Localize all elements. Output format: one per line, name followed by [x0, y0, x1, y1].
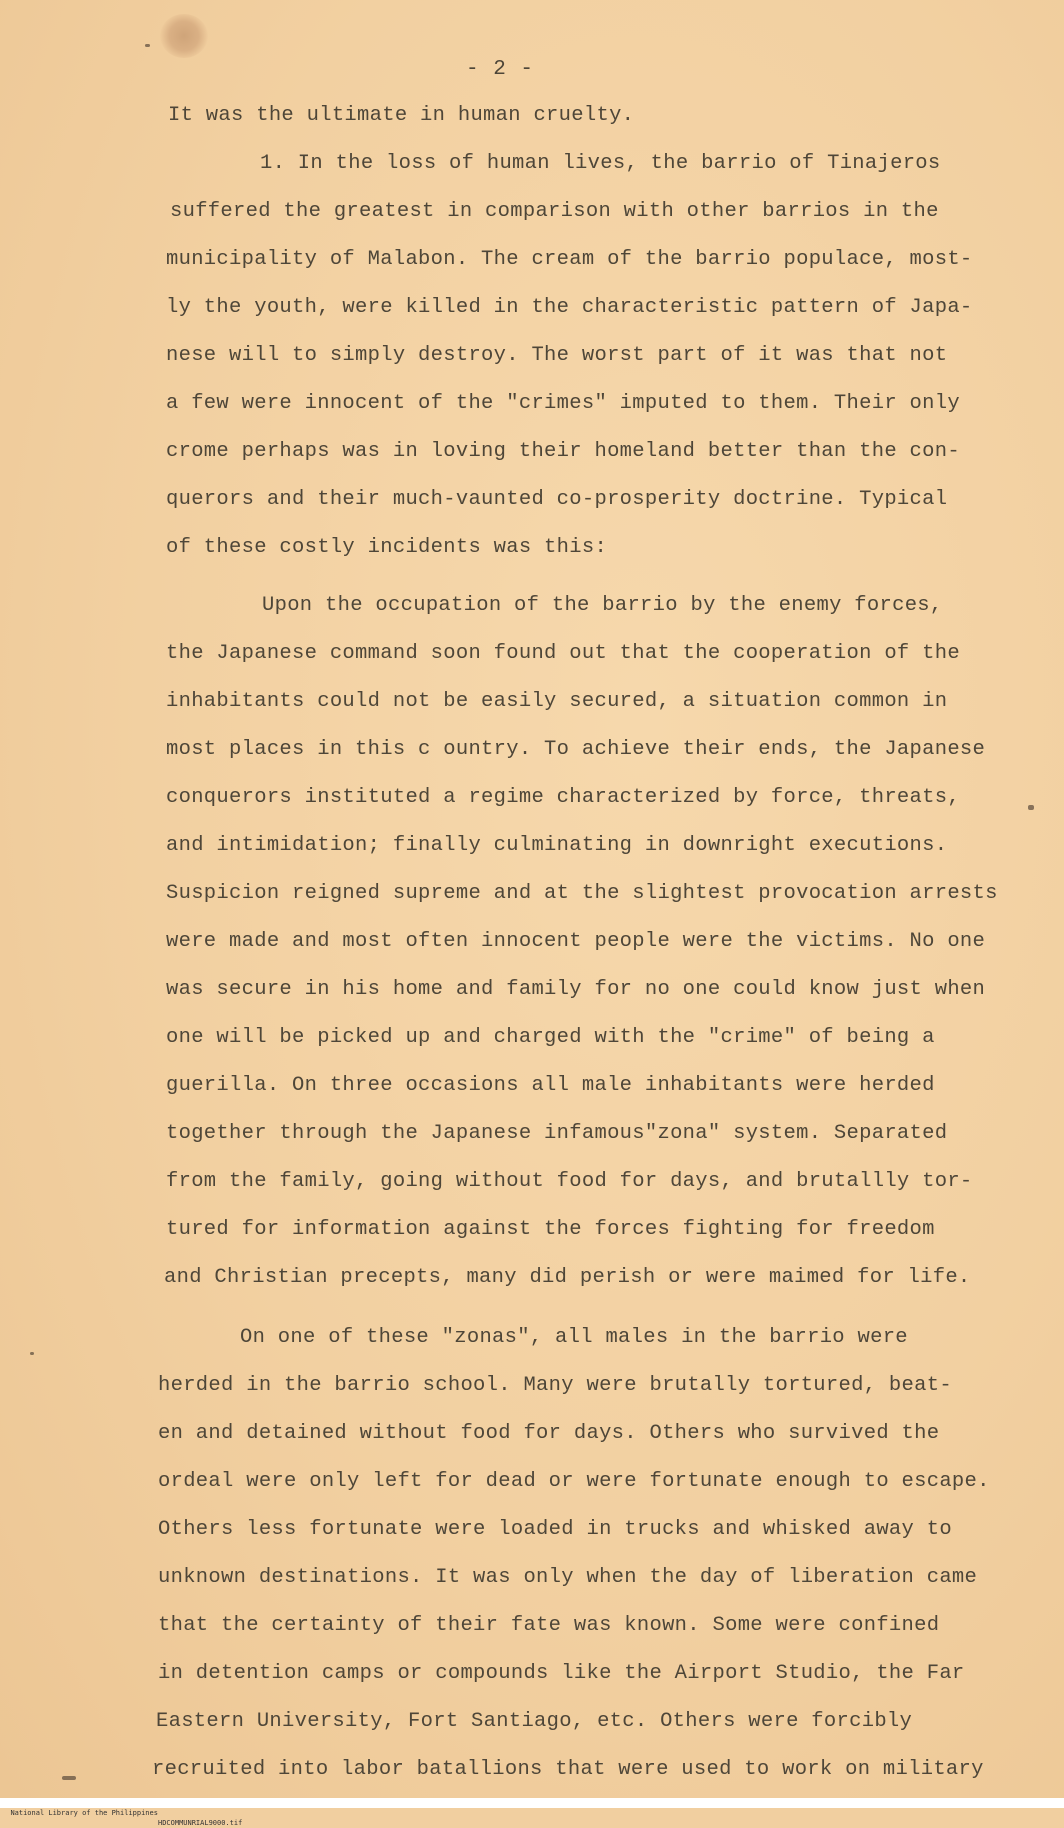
text-line: conquerors instituted a regime characterized by force, threats, [166, 786, 960, 809]
text-line: suffered the greatest in comparison with other barrios in the [170, 200, 939, 223]
text-line: together through the Japanese infamous"zona" system. Separated [166, 1122, 948, 1145]
text-line: nese will to simply destroy. The worst part of it was that not [166, 344, 948, 367]
stain-mark [160, 14, 208, 58]
scan-footer [0, 1798, 1064, 1827]
text-line: tured for information against the forces fighting for freedom [166, 1218, 935, 1241]
text-line: and Christian precepts, many did perish or were maimed for life. [164, 1266, 971, 1289]
text-line: a few were innocent of the "crimes" imputed to them. Their only [166, 392, 960, 415]
text-line: most places in this c ountry. To achieve their ends, the Japanese [166, 738, 986, 761]
text-line: On one of these "zonas", all males in the barrio were [240, 1326, 908, 1349]
footer-file: HDCOMMUNRIAL9000.tif [158, 1819, 243, 1827]
text-line: from the family, going without food for days, and brutallly tor- [166, 1170, 973, 1193]
text-line: was secure in his home and family for no one could know just when [166, 978, 986, 1001]
text-line: and intimidation; finally culminating in downright executions. [166, 834, 948, 857]
text-line: inhabitants could not be easily secured, a situation common in [166, 690, 948, 713]
text-line: Upon the occupation of the barrio by the enemy forces, [262, 594, 943, 617]
ink-speck [1028, 805, 1034, 810]
footer-library: National Library of the Philippines [10, 1809, 158, 1817]
text-line: 1. In the loss of human lives, the barrio of Tinajeros [260, 152, 941, 175]
text-line: were made and most often innocent people were the victims. No one [166, 930, 986, 953]
ink-speck [145, 44, 150, 47]
text-line: of these costly incidents was this: [166, 536, 608, 559]
text-line: en and detained without food for days. Others who survived the [158, 1422, 940, 1445]
ink-speck [30, 1352, 34, 1355]
page-number: - 2 - [466, 58, 535, 81]
text-line: that the certainty of their fate was known. Some were confined [158, 1614, 940, 1637]
text-line: in detention camps or compounds like the Airport Studio, the Far [158, 1662, 965, 1685]
text-line: querors and their much-vaunted co-prosperity doctrine. Typical [166, 488, 948, 511]
ink-speck [62, 1776, 76, 1780]
text-line: municipality of Malabon. The cream of the barrio populace, most- [166, 248, 973, 271]
text-line: crome perhaps was in loving their homeland better than the con- [166, 440, 960, 463]
text-line: guerilla. On three occasions all male inhabitants were herded [166, 1074, 935, 1097]
text-line: herded in the barrio school. Many were brutally tortured, beat- [158, 1374, 952, 1397]
text-line: the Japanese command soon found out that the cooperation of the [166, 642, 960, 665]
text-line: Eastern University, Fort Santiago, etc. Others were forcibly [156, 1710, 913, 1733]
text-line: Suspicion reigned supreme and at the slightest provocation arrests [166, 882, 998, 905]
text-line: ly the youth, were killed in the characteristic pattern of Japa- [166, 296, 973, 319]
text-line: unknown destinations. It was only when the day of liberation came [158, 1566, 978, 1589]
text-line: one will be picked up and charged with the "crime" of being a [166, 1026, 935, 1049]
text-line: recruited into labor batallions that were used to work on military [152, 1758, 984, 1781]
text-line: ordeal were only left for dead or were fortunate enough to escape. [158, 1470, 990, 1493]
text-line: It was the ultimate in human cruelty. [168, 104, 635, 127]
text-line: Others less fortunate were loaded in trucks and whisked away to [158, 1518, 952, 1541]
